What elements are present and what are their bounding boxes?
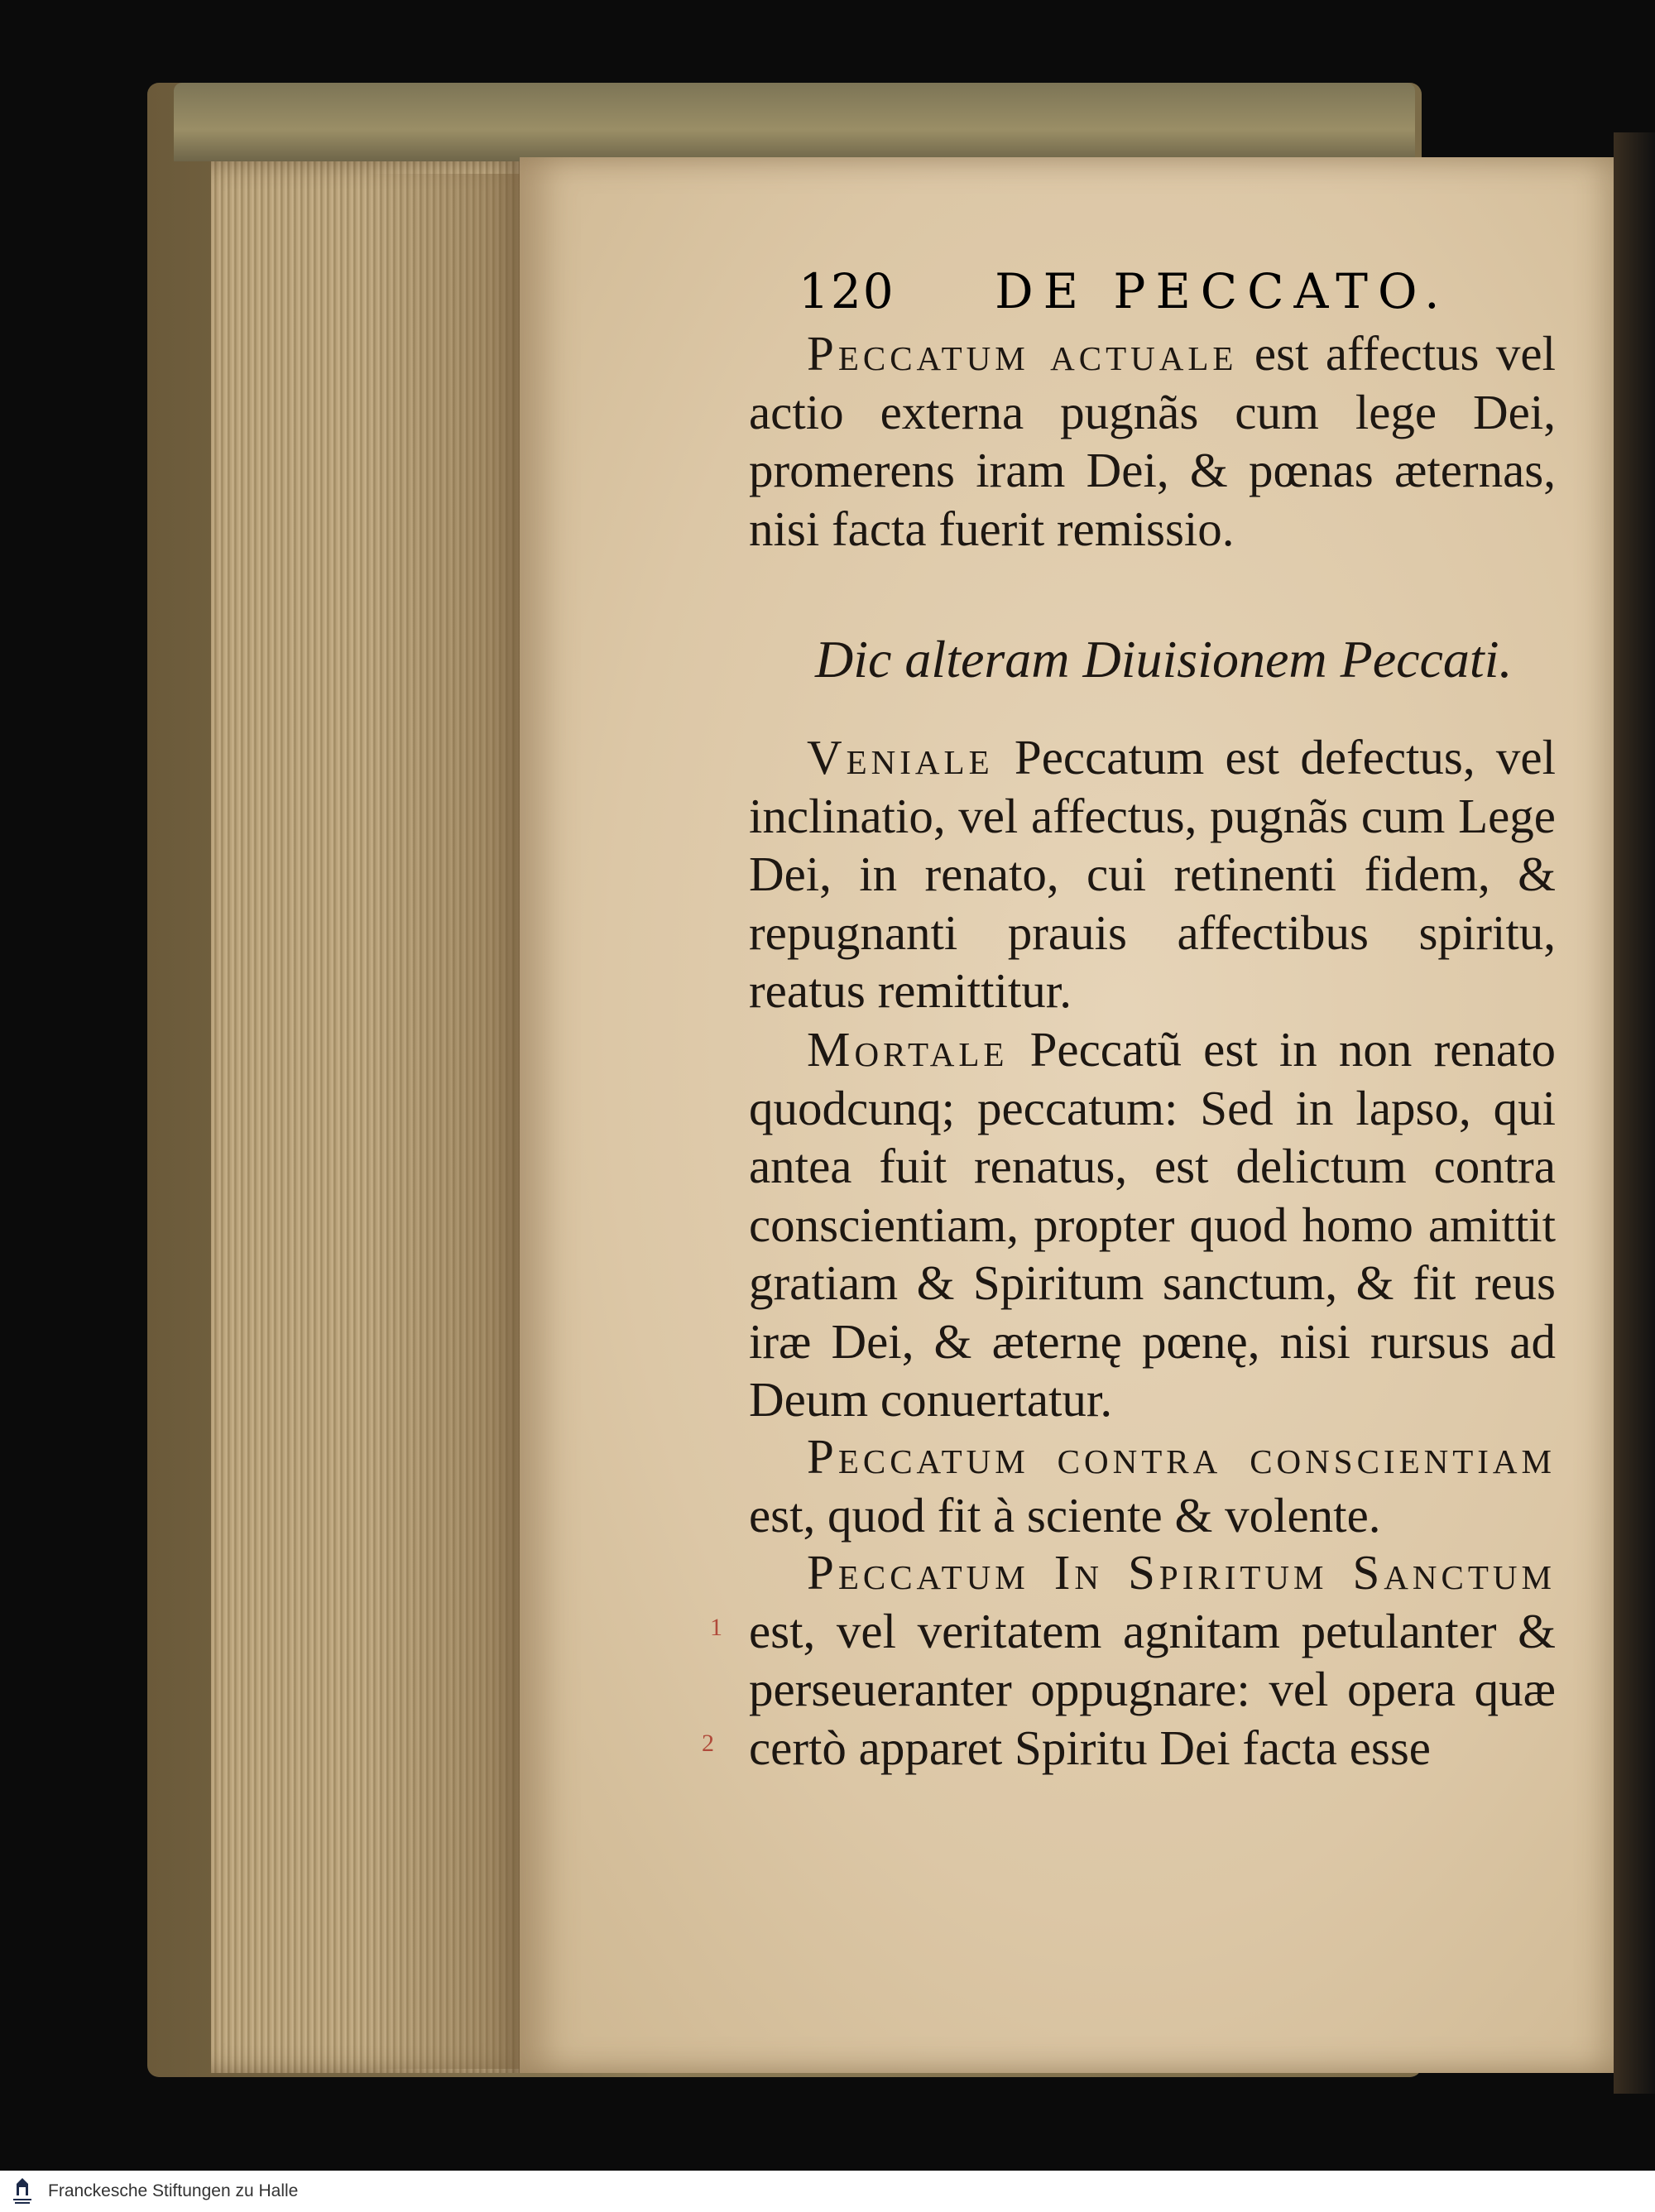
institution-name: Franckesche Stiftungen zu Halle [48, 2181, 299, 2200]
paragraph-text: Peccatũ est in non renato quodcunq; peccatum: Sed in lapso, qui antea fuit renatus, est delictum contra conscientiam, propter quod homo amittit gratiam & Spiritum sanctum, & fit reus iræ Dei, & æternę pœnę, nisi rursus ad Deum conuertatur. [749, 1022, 1556, 1427]
paragraph-text: Peccatum est defectus, vel inclinatio, vel affectus, pugnãs cum Lege Dei, in renato, cui retinenti fidem, & repugnanti prauis affectibus spiritu, reatus remittitur. [749, 730, 1556, 1018]
paragraph-text: est, quod fit à sciente & volente. [749, 1487, 1381, 1543]
lead-term: Peccatum contra conscientiam [807, 1429, 1556, 1484]
paragraph-peccatum-actuale [749, 324, 1556, 558]
running-title: DE PECCATO. [995, 263, 1450, 319]
lead-term: Peccatum actuale [807, 326, 1238, 381]
margin-mark-2: 2 [702, 1730, 714, 1757]
paragraph-veniale [749, 728, 1556, 1020]
institution-logo-icon [7, 2174, 38, 2209]
running-header [799, 263, 1450, 319]
paragraph-text: est, vel veritatem agnitam petulanter & perseueranter oppugnare: vel opera quæ certò apparet Spiritu Dei facta esse [749, 1603, 1556, 1775]
paragraph-mortale [749, 1020, 1556, 1429]
lead-term: Mortale [807, 1022, 1009, 1077]
page-number: 120 [799, 263, 895, 319]
lead-term: Peccatum In Spiritum Sanctum [807, 1545, 1556, 1600]
viewer-footer [0, 2171, 1655, 2212]
margin-mark-1: 1 [710, 1614, 722, 1641]
paragraph-contra-conscientiam [749, 1427, 1556, 1544]
page-edges-shade [364, 174, 530, 2069]
section-heading: Dic alteram Diuisionem Peccati. [815, 630, 1513, 689]
lead-term: Veniale [807, 730, 994, 785]
paragraph-text: est affectus vel actio externa pugnãs cum lege Dei, promerens iram Dei, & pœnas æternas, nisi facta fuerit remissio. [749, 326, 1557, 556]
book-cover-top [174, 83, 1415, 161]
gutter-shadow [1614, 132, 1655, 2094]
paragraph-in-spiritum-sanctum [749, 1543, 1556, 1777]
